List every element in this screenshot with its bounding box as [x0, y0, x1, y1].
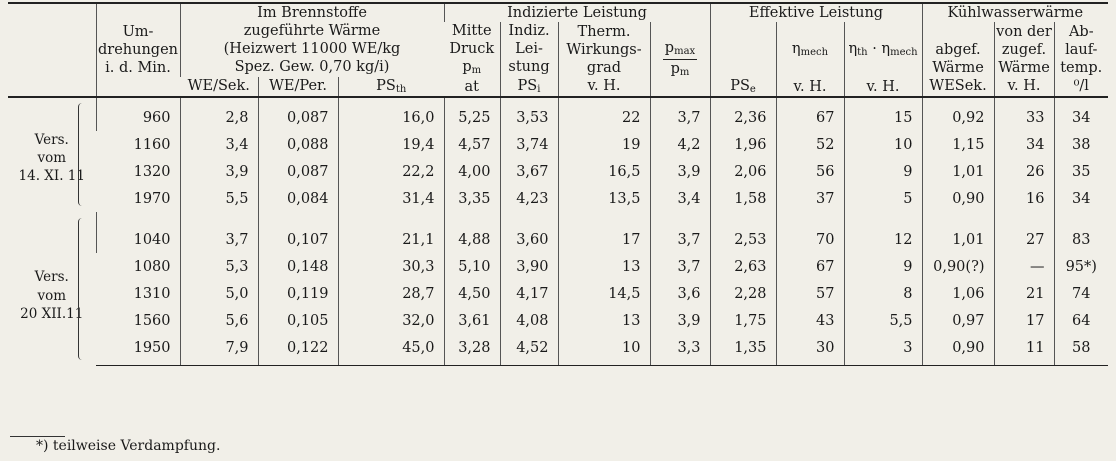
table-cell: 64: [1054, 307, 1108, 334]
table-cell: 8: [844, 280, 922, 307]
table-cell: 0,107: [258, 212, 338, 253]
table-cell: 56: [776, 158, 844, 185]
table-cell: 17: [558, 212, 650, 253]
table-cell: 12: [844, 212, 922, 253]
table-cell: 3,67: [500, 158, 558, 185]
table-cell: 26: [994, 158, 1054, 185]
table-row: [8, 97, 1108, 131]
table-row: [8, 158, 1108, 185]
group-header-spacer: [8, 3, 96, 97]
table-cell: 16,0: [338, 97, 444, 131]
table-row: [8, 131, 1108, 158]
table-cell: 1,06: [922, 280, 994, 307]
header-ablauftemp: Ab- lauf- temp. ⁰/l: [1054, 22, 1108, 97]
table-cell: 70: [776, 212, 844, 253]
data-table-wrapper: [8, 2, 1108, 366]
header-abgef-waerme: abgef. Wärme WESek.: [922, 22, 994, 97]
table-cell: 31,4: [338, 185, 444, 212]
table-cell: 67: [776, 253, 844, 280]
table-row: [8, 253, 1108, 280]
engine-test-table: [8, 2, 1108, 366]
table-cell: 1,96: [710, 131, 776, 158]
table-cell: 1,75: [710, 307, 776, 334]
table-cell: 1,58: [710, 185, 776, 212]
table-cell: 0,119: [258, 280, 338, 307]
group-label-line: vom: [37, 287, 67, 304]
table-cell: 3,7: [180, 212, 258, 253]
table-cell: 21: [994, 280, 1054, 307]
table-cell: 16,5: [558, 158, 650, 185]
table-cell: 5,5: [180, 185, 258, 212]
table-row: [8, 185, 1108, 212]
header-eta-th-mech: $\eta_{th} \cdot \eta_{mech}$ v. H.: [844, 22, 922, 97]
header-brennstoffe: Im Brennstoffe zugeführte Wärme (Heizwert 11000 WE/kg Spez. Gew. 0,70 kg/i): [180, 3, 444, 77]
table-cell: 0,90(?): [922, 253, 994, 280]
table-cell: 34: [1054, 97, 1108, 131]
table-cell: 3,9: [650, 307, 710, 334]
header-we-sek: WE/Sek.: [180, 77, 258, 98]
table-cell: 1,35: [710, 334, 776, 366]
table-cell: 4,08: [500, 307, 558, 334]
header-von-der-zugef-waerme: von der zugef. Wärme v. H.: [994, 22, 1054, 97]
table-cell: 0,90: [922, 185, 994, 212]
group-brace-1: [78, 103, 87, 206]
table-cell: 37: [776, 185, 844, 212]
header-effektive-leistung: Effektive Leistung: [710, 3, 922, 22]
table-cell: 5,6: [180, 307, 258, 334]
table-cell: 1,01: [922, 212, 994, 253]
table-cell: 0,97: [922, 307, 994, 334]
table-cell: 57: [776, 280, 844, 307]
table-cell: 83: [1054, 212, 1108, 253]
table-cell: 2,36: [710, 97, 776, 131]
table-cell: 22,2: [338, 158, 444, 185]
header-therm-wirkungsgrad: Therm. Wirkungs- grad v. H.: [558, 22, 650, 97]
table-cell: 45,0: [338, 334, 444, 366]
table-cell: 1080: [133, 258, 171, 275]
table-row: [8, 334, 1108, 366]
header-umdrehungen: Um- drehungen i. d. Min.: [96, 3, 180, 97]
table-cell: 30,3: [338, 253, 444, 280]
table-cell: 4,52: [500, 334, 558, 366]
table-header: [8, 3, 1108, 97]
header-ps-th: $PS_{th}$: [338, 77, 444, 98]
header-we-per: WE/Per.: [258, 77, 338, 98]
table-cell: 0,084: [258, 185, 338, 212]
table-cell: 3,60: [500, 212, 558, 253]
table-row: [8, 307, 1108, 334]
table-cell: 2,06: [710, 158, 776, 185]
table-cell: 67: [776, 97, 844, 131]
table-cell: 32,0: [338, 307, 444, 334]
table-cell: 15: [844, 97, 922, 131]
table-cell: 3,4: [180, 131, 258, 158]
table-cell: 1320: [133, 163, 171, 180]
table-body: [8, 97, 1108, 366]
table-cell: 2,8: [180, 97, 258, 131]
header-eta-mech: $\eta_{mech}$ v. H.: [776, 22, 844, 97]
table-cell: 0,122: [258, 334, 338, 366]
table-cell: 30: [776, 334, 844, 366]
table-cell: 58: [1054, 334, 1108, 366]
table-cell: 10: [558, 334, 650, 366]
table-cell: 2,28: [710, 280, 776, 307]
group-brace-2: [78, 218, 87, 360]
table-cell: 95*): [1054, 253, 1108, 280]
table-cell: 19,4: [338, 131, 444, 158]
table-cell: 3,35: [444, 185, 500, 212]
table-cell: 3,3: [650, 334, 710, 366]
table-cell: 3,61: [444, 307, 500, 334]
table-cell: 38: [1054, 131, 1108, 158]
table-cell: 3,9: [650, 158, 710, 185]
table-cell: 0,90: [922, 334, 994, 366]
table-cell: 22: [558, 97, 650, 131]
table-cell: 2,63: [710, 253, 776, 280]
table-cell: 0,088: [258, 131, 338, 158]
table-cell: 3,7: [650, 212, 710, 253]
table-cell: 1040: [96, 212, 180, 253]
group-label-line: 20 XII.11: [20, 305, 84, 322]
table-cell: 3,7: [650, 97, 710, 131]
table-cell: 13: [558, 307, 650, 334]
table-cell: 3,28: [444, 334, 500, 366]
table-cell: 7,9: [180, 334, 258, 366]
table-row: [8, 280, 1108, 307]
table-cell: 3,90: [500, 253, 558, 280]
table-cell: 43: [776, 307, 844, 334]
header-indiz-leistung: Indiz. Lei- stung $PS_i$: [500, 22, 558, 97]
table-cell: 21,1: [338, 212, 444, 253]
table-cell: 4,00: [444, 158, 500, 185]
table-cell: 1310: [133, 285, 171, 302]
table-cell: 0,105: [258, 307, 338, 334]
table-cell: 3,74: [500, 131, 558, 158]
table-cell: 11: [994, 334, 1054, 366]
table-cell: 3,7: [650, 253, 710, 280]
table-cell: 5: [844, 185, 922, 212]
table-cell: —: [994, 253, 1054, 280]
footnote-rule: [10, 436, 65, 437]
table-cell: 1,01: [922, 158, 994, 185]
table-cell: 9: [844, 253, 922, 280]
table-cell: 9: [844, 158, 922, 185]
table-cell: 2,53: [710, 212, 776, 253]
table-cell: 5,0: [180, 280, 258, 307]
table-cell: 0,92: [922, 97, 994, 131]
table-cell: 4,2: [650, 131, 710, 158]
table-cell: 16: [994, 185, 1054, 212]
header-kuehlwasserwaerme: Kühlwasserwärme: [922, 3, 1108, 22]
table-cell: 4,88: [444, 212, 500, 253]
group-label-line: Vers.: [34, 131, 69, 148]
table-cell: 0,087: [258, 97, 338, 131]
table-cell: 34: [994, 131, 1054, 158]
table-cell: 4,23: [500, 185, 558, 212]
table-cell: 13,5: [558, 185, 650, 212]
table-cell: 0,087: [258, 158, 338, 185]
table-cell: 52: [776, 131, 844, 158]
group-label-line: Vers.: [34, 269, 69, 286]
table-cell: 5,5: [844, 307, 922, 334]
header-pse: $PS_e$: [710, 22, 776, 97]
table-cell: 960: [96, 97, 180, 131]
table-cell: 13: [558, 253, 650, 280]
table-cell: 1,15: [922, 131, 994, 158]
header-pmax-ratio: $\frac{p_{max}}{p_m}$: [650, 22, 710, 97]
group-label-line: 14. XI. 11: [18, 168, 85, 185]
table-cell: 1160: [133, 136, 171, 153]
table-cell: 3,53: [500, 97, 558, 131]
table-cell: 10: [844, 131, 922, 158]
table-cell: 1950: [96, 334, 180, 366]
table-cell: 33: [994, 97, 1054, 131]
table-cell: 4,17: [500, 280, 558, 307]
table-cell: 1560: [133, 312, 171, 329]
header-mitte-druck: Mitte Druck $p_m$ at: [444, 22, 500, 97]
table-cell: 5,3: [180, 253, 258, 280]
table-cell: 3,6: [650, 280, 710, 307]
table-cell: 27: [994, 212, 1054, 253]
table-cell: 4,57: [444, 131, 500, 158]
table-cell: 28,7: [338, 280, 444, 307]
footnote: *) teilweise Verdampfung.: [36, 438, 221, 454]
group-label-line: vom: [37, 149, 67, 166]
table-cell: 14,5: [558, 280, 650, 307]
table-row: [8, 212, 1108, 253]
table-cell: 5,25: [444, 97, 500, 131]
table-cell: 74: [1054, 280, 1108, 307]
header-indizierte-leistung: Indizierte Leistung: [444, 3, 710, 22]
table-cell: 3: [844, 334, 922, 366]
table-cell: 0,148: [258, 253, 338, 280]
table-cell: 34: [1054, 185, 1108, 212]
table-cell: 5,10: [444, 253, 500, 280]
table-cell: 3,4: [650, 185, 710, 212]
table-cell: 4,50: [444, 280, 500, 307]
table-cell: 19: [558, 131, 650, 158]
table-cell: 17: [994, 307, 1054, 334]
table-cell: 1970: [133, 190, 171, 207]
table-cell: 35: [1054, 158, 1108, 185]
table-cell: 3,9: [180, 158, 258, 185]
